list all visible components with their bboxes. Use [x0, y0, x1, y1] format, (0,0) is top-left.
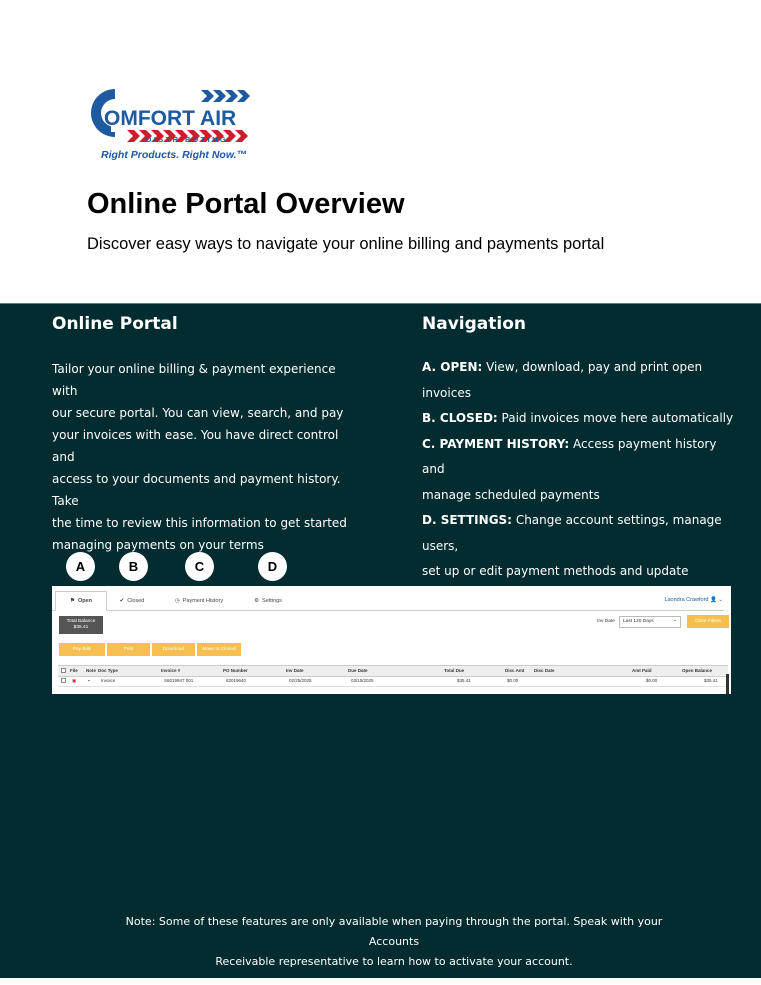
- tab-label: Closed: [127, 597, 145, 604]
- row-checkbox[interactable]: [61, 678, 66, 683]
- tab-settings[interactable]: [242, 591, 294, 610]
- column-header[interactable]: Doc Type: [98, 668, 118, 673]
- footnote: [100, 912, 688, 972]
- marker-b: B: [119, 552, 148, 581]
- balance-value: $35.41: [73, 625, 89, 630]
- navigation-heading: Navigation: [422, 314, 526, 334]
- user-name: Laondra Crawford: [664, 597, 709, 603]
- tab-label: Open: [77, 598, 92, 604]
- flag-icon: ⚑: [70, 598, 75, 604]
- table-scrollbar[interactable]: [726, 674, 729, 694]
- description-line: Tailor your online billing & payment experience with: [52, 362, 336, 398]
- marker-a: A: [66, 552, 95, 581]
- tab-open[interactable]: [55, 591, 107, 611]
- balance-label: Total Balance: [66, 619, 96, 624]
- footnote-line: Receivable representative to learn how to activate your account.: [215, 955, 573, 968]
- navigation-list: [422, 355, 742, 578]
- date-filter-label: Inv Date: [597, 619, 615, 624]
- description-line: access to your documents and payment history. Take: [52, 472, 341, 508]
- download-button[interactable]: Download: [152, 643, 195, 656]
- nav-desc: View, download, pay and print open invoices: [422, 360, 703, 400]
- column-header[interactable]: Invoice #: [161, 668, 181, 673]
- nav-item-payment-history: [422, 432, 742, 483]
- description-line: your invoices with ease. You have direct control and: [52, 428, 339, 464]
- description-line: our secure portal. You can view, search, and pay: [52, 406, 344, 420]
- cell-open-balance: $35.41: [704, 678, 718, 683]
- column-header[interactable]: Amt Paid: [632, 668, 652, 673]
- pdf-file-icon[interactable]: ▣: [72, 678, 77, 683]
- logo-tagline: Right Products. Right Now.™: [101, 149, 248, 161]
- move-to-closed-button[interactable]: Move to Closed: [197, 643, 241, 656]
- tab-label: Settings: [262, 597, 282, 604]
- column-header: Note: [86, 668, 96, 673]
- chevron-down-icon: ⌄: [718, 597, 723, 603]
- pay-bills-button[interactable]: Pay Bills: [59, 643, 105, 656]
- column-header: File: [70, 668, 78, 673]
- marker-d: D: [258, 552, 287, 581]
- column-header[interactable]: Inv Date: [286, 668, 304, 673]
- column-header[interactable]: Disc Amt: [505, 668, 525, 673]
- portal-tabs: [52, 591, 724, 611]
- nav-term: B. CLOSED:: [422, 411, 498, 425]
- nav-term: A. OPEN:: [422, 360, 483, 374]
- user-icon: 👤: [710, 597, 717, 603]
- tab-payment-history[interactable]: [159, 591, 239, 610]
- chevron-down-icon: ⌄: [672, 618, 677, 623]
- description-line: managing payments on your terms: [52, 538, 264, 552]
- nav-term: C. PAYMENT HISTORY:: [422, 436, 570, 451]
- page-subtitle: Discover easy ways to navigate your online billing and payments portal: [87, 235, 605, 253]
- cell-invoice-number[interactable]: S6019947 001: [164, 678, 194, 683]
- marker-c: C: [185, 552, 214, 581]
- cell-po-number: 62019640: [226, 678, 247, 683]
- cell-amt-paid: $0.00: [646, 678, 658, 683]
- nav-item-settings: [422, 508, 742, 559]
- nav-item-settings-cont: set up or edit payment methods and update: [422, 564, 689, 578]
- cell-due-date: 03/10/2025: [351, 678, 374, 683]
- description-line: the time to review this information to get started: [52, 516, 347, 530]
- user-menu[interactable]: [664, 597, 723, 603]
- nav-desc: Access payment history and: [422, 436, 717, 476]
- nav-term: D. SETTINGS:: [422, 513, 512, 527]
- note-icon[interactable]: ▪: [88, 678, 90, 683]
- total-balance-badge: [59, 616, 103, 634]
- cell-total-due: $35.41: [457, 678, 471, 683]
- footnote-line: Note: Some of these features are only available when paying through the portal. Speak with your Accounts: [125, 915, 663, 948]
- nav-desc: Paid invoices move here automatically: [501, 411, 734, 425]
- logo-wordmark: OMFORT AIR: [104, 107, 237, 130]
- nav-desc: Change account settings, manage users,: [422, 513, 722, 553]
- cell-disc-amt: $0.00: [507, 678, 519, 683]
- nav-item-open: [422, 355, 742, 406]
- column-header[interactable]: Due Date: [348, 668, 368, 673]
- date-filter-select[interactable]: [619, 616, 681, 628]
- date-filter-value: Last 120 Days: [623, 619, 654, 624]
- portal-screenshot: [52, 586, 731, 694]
- logo-subline: DISTRIBUTING: [146, 135, 229, 144]
- online-portal-description: [52, 358, 362, 556]
- nav-item-payment-history-cont: manage scheduled payments: [422, 487, 600, 502]
- cell-inv-date: 02/25/2025: [289, 678, 312, 683]
- column-header[interactable]: Open Balance: [682, 668, 713, 673]
- clear-filters-button[interactable]: Clear Filters: [687, 615, 729, 628]
- tab-label: Payment History: [182, 597, 224, 604]
- column-header[interactable]: Disc Date: [534, 668, 555, 673]
- nav-item-closed: [422, 406, 742, 432]
- page-title: Online Portal Overview: [87, 188, 405, 220]
- tab-closed[interactable]: [108, 591, 156, 610]
- column-header[interactable]: PO Number: [223, 668, 248, 673]
- gear-icon: ⚙: [254, 597, 260, 604]
- table-row[interactable]: [58, 676, 728, 687]
- select-all-checkbox[interactable]: [61, 668, 66, 673]
- print-button[interactable]: Print: [107, 643, 150, 656]
- online-portal-heading: Online Portal: [52, 314, 178, 334]
- clock-icon: ◷: [174, 597, 180, 604]
- cell-doc-type: Invoice: [101, 678, 116, 683]
- column-header[interactable]: Total Due: [444, 668, 465, 673]
- check-icon: ✔: [119, 597, 125, 604]
